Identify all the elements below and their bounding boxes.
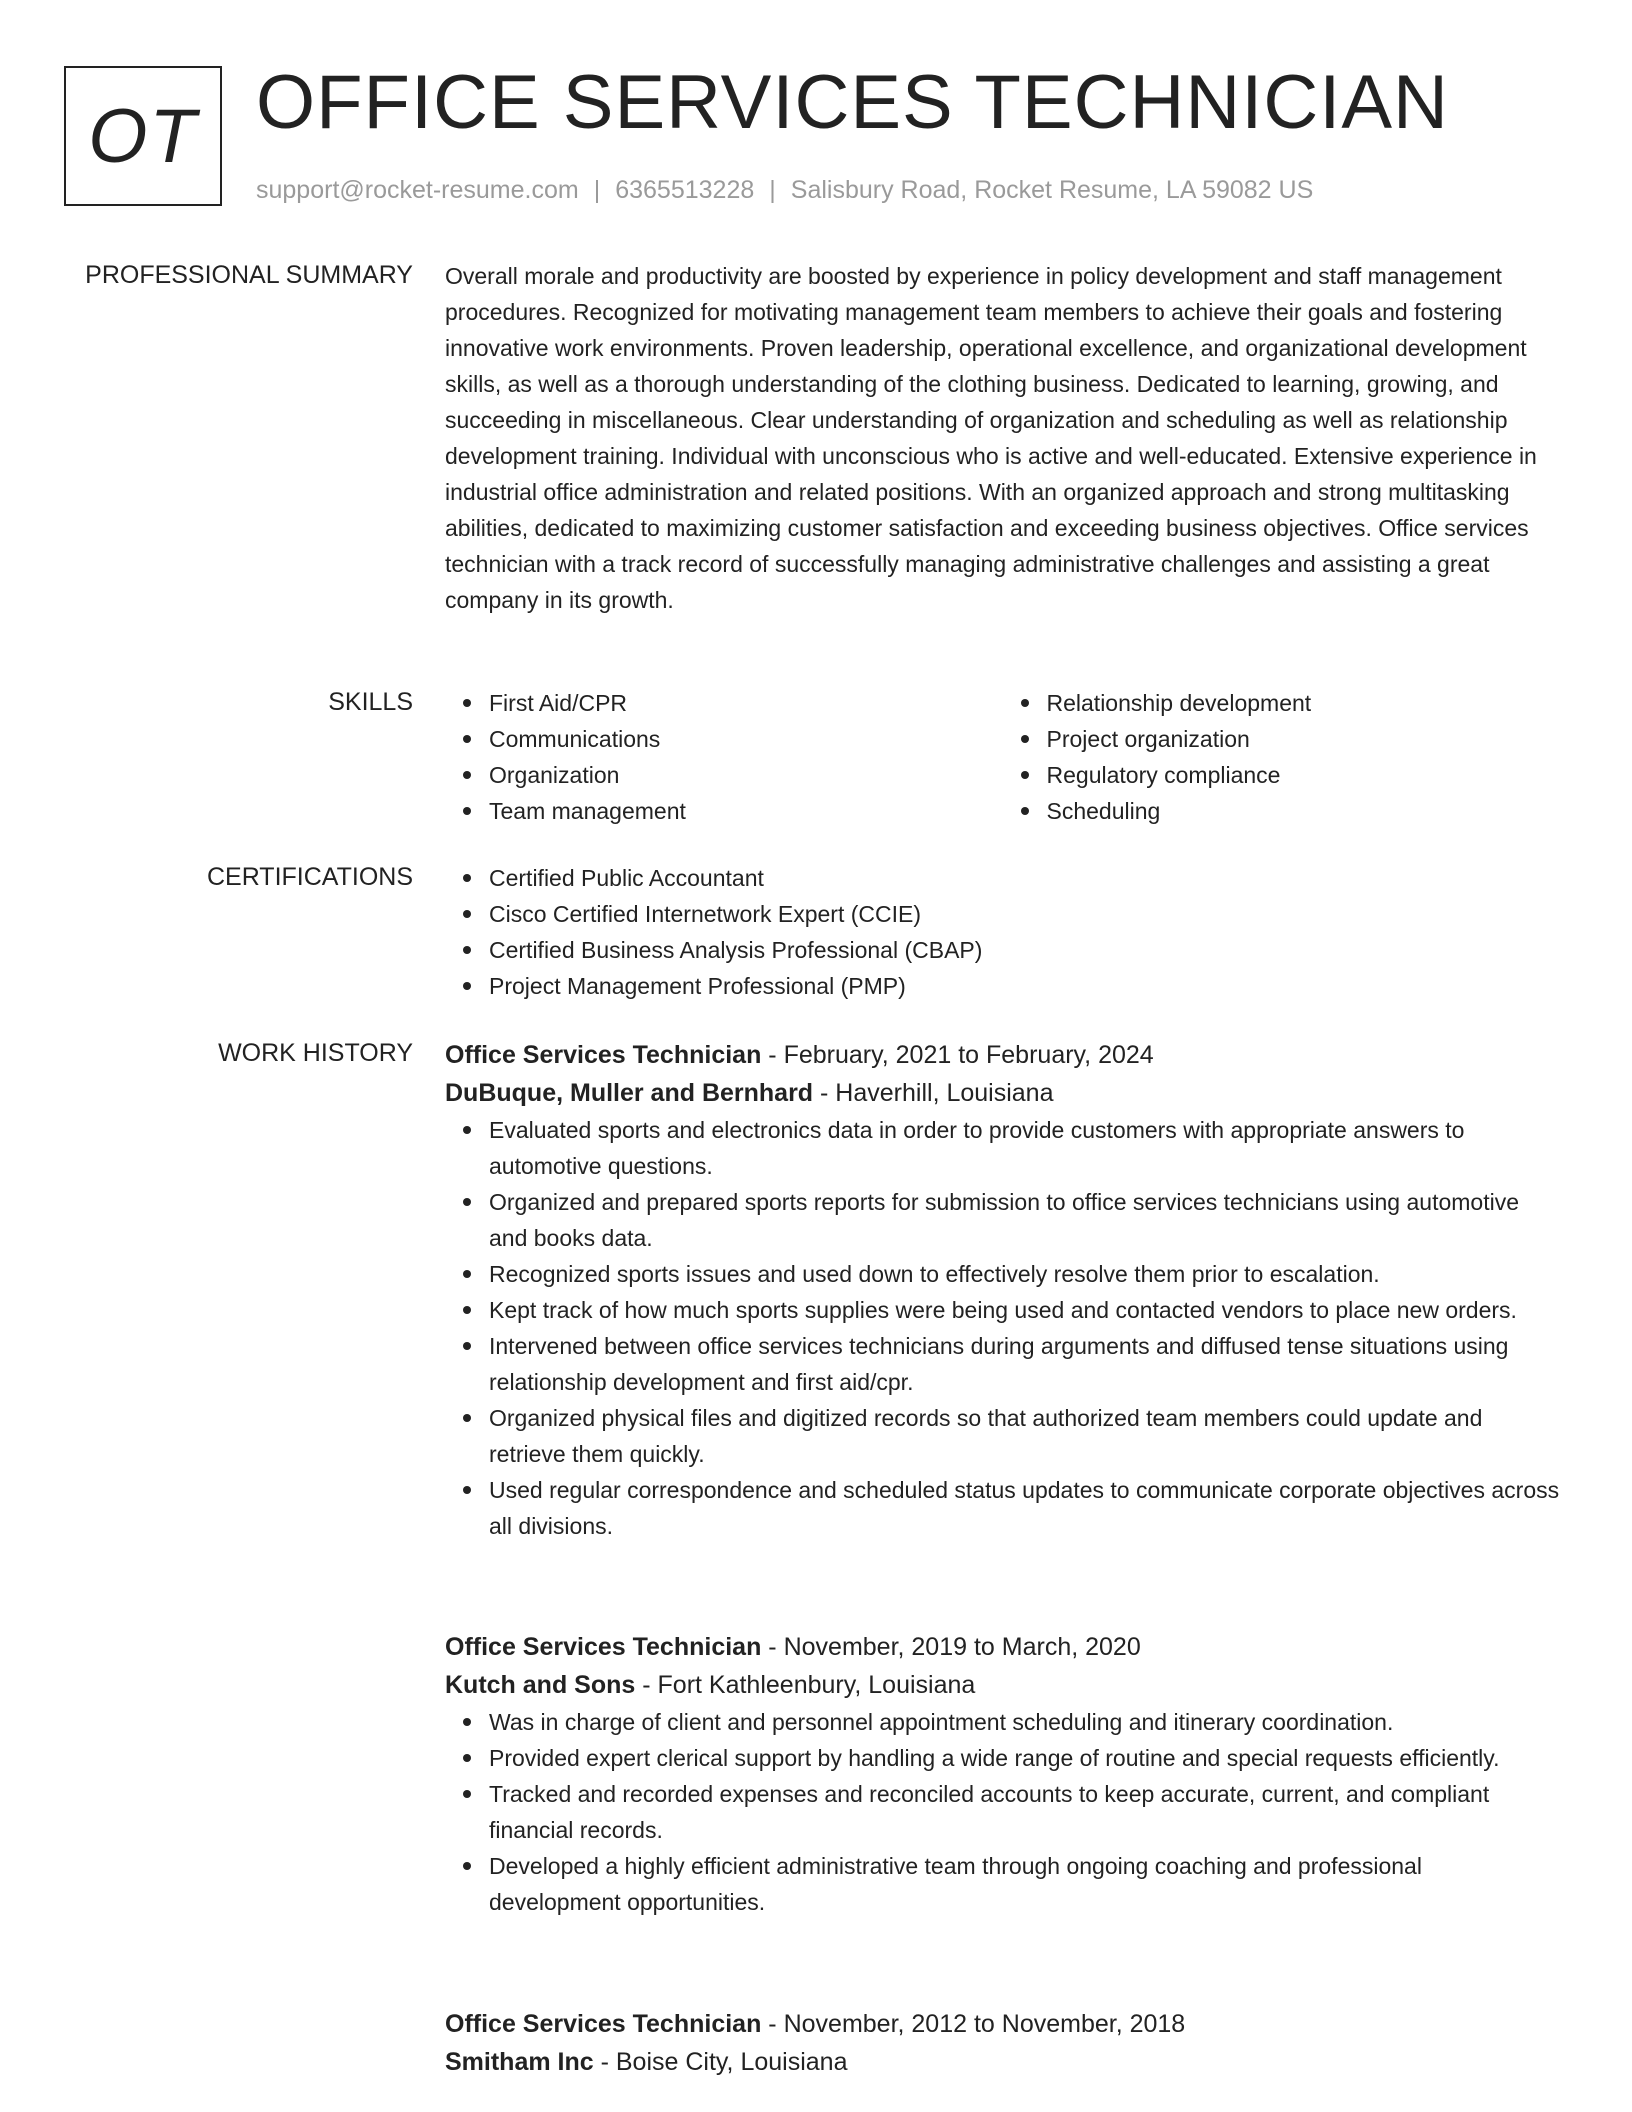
contact-separator: | [593,176,601,204]
skills-body [445,685,1560,829]
section-label-certifications: CERTIFICATIONS [206,863,413,891]
certification-item: Certified Public Accountant [489,860,1560,896]
skill-item: First Aid/CPR [489,685,1003,721]
certification-item: Cisco Certified Internetwork Expert (CCIE) [489,896,1560,932]
job-bullet: Used regular correspondence and scheduled status updates to communicate corporate objectives across all divisions. [489,1472,1560,1544]
job-dates: - February, 2021 to February, 2024 [761,1041,1154,1069]
job-bullet: Was in charge of client and personnel appointment scheduling and itinerary coordination. [489,1704,1560,1740]
skill-item: Regulatory compliance [1047,757,1561,793]
page-title: OFFICE SERVICES TECHNICIAN [256,60,1449,145]
job-company-line [445,2043,1560,2081]
job-body [445,1036,1560,1544]
job-bullet: Evaluated sports and electronics data in order to provide customers with appropriate answers to automotive questions. [489,1112,1560,1184]
certifications-body [445,860,1560,1004]
job-bullet: Tracked and recorded expenses and reconciled accounts to keep accurate, current, and compliant financial records. [489,1776,1560,1848]
job-body [445,1628,1560,1920]
job-location: - Haverhill, Louisiana [813,1079,1054,1107]
job-body [445,2005,1560,2081]
job-title: Office Services Technician [445,2010,762,2038]
skills-list-left [445,685,1003,829]
job-company-line [445,1666,1560,1704]
job-company: Kutch and Sons [445,1671,636,1699]
section-label-work-history: WORK HISTORY [218,1039,413,1067]
job-company: DuBuque, Muller and Bernhard [445,1079,814,1107]
certification-item: Certified Business Analysis Professional (CBAP) [489,932,1560,968]
skills-grid [445,685,1560,829]
job-title-line [445,2005,1560,2043]
skills-list-right [1003,685,1561,829]
job-company: Smitham Inc [445,2048,594,2076]
job-bullet: Organized physical files and digitized records so that authorized team members could update and retrieve them quickly. [489,1400,1560,1472]
skill-item: Scheduling [1047,793,1561,829]
job-dates: - November, 2012 to November, 2018 [761,2010,1186,2038]
section-label-summary: PROFESSIONAL SUMMARY [85,261,413,289]
summary-body [445,258,1560,618]
skill-item: Organization [489,757,1003,793]
certifications-list [445,860,1560,1004]
contact-email[interactable]: support@rocket-resume.com [256,176,579,204]
job-company-line [445,1074,1560,1112]
monogram-logo [64,66,222,206]
contact-address: Salisbury Road, Rocket Resume, LA 59082 US [790,176,1314,204]
job-title: Office Services Technician [445,1041,762,1069]
job-bullet: Kept track of how much sports supplies were being used and contacted vendors to place new orders. [489,1292,1560,1328]
job-bullet: Developed a highly efficient administrative team through ongoing coaching and professional development opportunities. [489,1848,1560,1920]
job-bullet-list [445,1112,1560,1544]
contact-phone[interactable]: 6365513228 [615,176,755,204]
contact-line [256,174,1313,206]
skill-item: Team management [489,793,1003,829]
monogram-text: OT [88,93,198,179]
section-label-skills: SKILLS [328,688,413,716]
job-bullet: Intervened between office services technicians during arguments and diffused tense situations using relationship development and first aid/cpr. [489,1328,1560,1400]
skill-item: Relationship development [1047,685,1561,721]
certification-item: Project Management Professional (PMP) [489,968,1560,1004]
job-title: Office Services Technician [445,1633,762,1661]
job-dates: - November, 2019 to March, 2020 [761,1633,1141,1661]
skill-item: Communications [489,721,1003,757]
job-title-line [445,1036,1560,1074]
job-bullet-list [445,1704,1560,1920]
job-bullet: Recognized sports issues and used down to effectively resolve them prior to escalation. [489,1256,1560,1292]
job-bullet: Organized and prepared sports reports for submission to office services technicians using automotive and books data. [489,1184,1560,1256]
skill-item: Project organization [1047,721,1561,757]
summary-text: Overall morale and productivity are boosted by experience in policy development and staff management procedures. Recognized for motivating management team members to achieve their goals and fostering innovative work environments. Proven leadership, operational excellence, and organizational development skills, as well as a thorough understanding of the clothing business. Dedicated to learning, growing, and succeeding in miscellaneous. Clear understanding of organization and scheduling as well as relationship development training. Individual with unconscious who is active and well-educated. Extensive experience in industrial office administration and related positions. With an organized approach and strong multitasking abilities, dedicated to maximizing customer satisfaction and exceeding business objectives. Office services technician with a track record of successfully managing administrative challenges and assisting a great company in its growth. [445,263,1537,613]
job-location: - Fort Kathleenbury, Louisiana [635,1671,976,1699]
contact-separator: | [769,176,776,204]
job-location: - Boise City, Louisiana [593,2048,848,2076]
job-title-line [445,1628,1560,1666]
job-bullet: Provided expert clerical support by handling a wide range of routine and special requests efficiently. [489,1740,1560,1776]
